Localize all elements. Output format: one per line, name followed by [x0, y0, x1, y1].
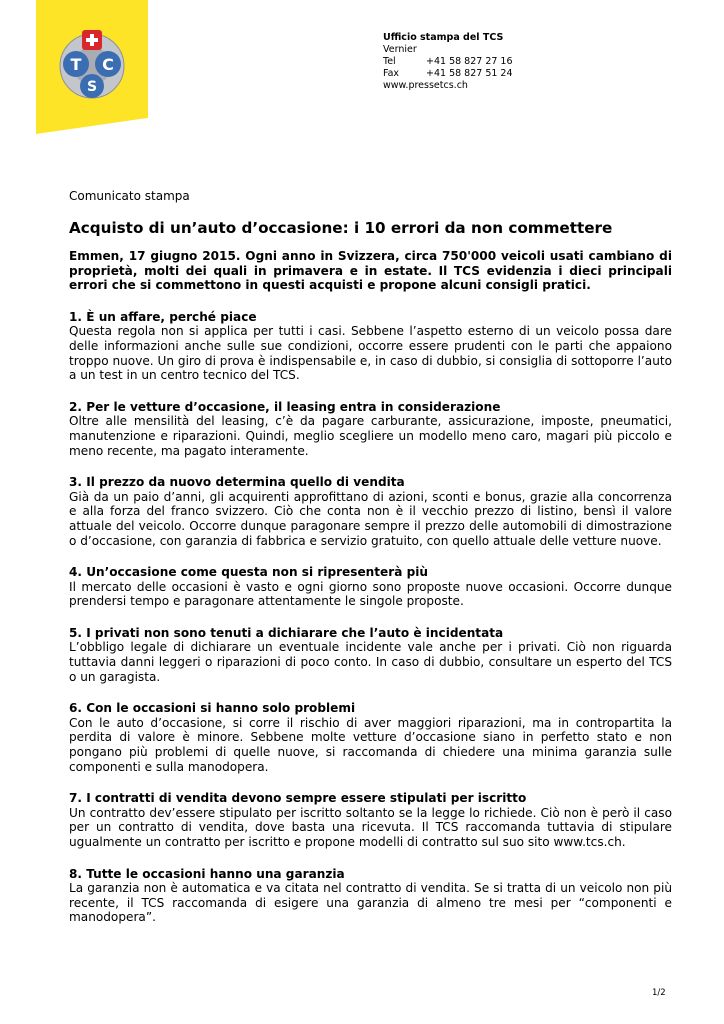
section-body: L’obbligo legale di dichiarare un eventuale incidente vale anche per i privati. Ciò non riguarda tuttavia danni leggeri o riparazioni di poco conto. In caso di dubbio, consultare un esperto del TCS o un garagista. — [69, 640, 672, 684]
section-1 — [69, 310, 672, 383]
section-body: Già da un paio d’anni, gli acquirenti approfittano di azioni, sconti e bonus, grazie alla concorrenza e alla forza del franco svizzero. Ciò che conta non è il vecchio prezzo di listino, bensì il valore attuale del veicolo. Occorre dunque paragonare sempre il prezzo delle automobili di dimostrazione o d’occasione, con garanzia di fabbrica e servizio gratuito, con quello attuale delle vetture nuove. — [69, 489, 672, 548]
fax-number: +41 58 827 51 24 — [426, 68, 513, 79]
tel-label: Tel — [383, 56, 396, 67]
section-body: La garanzia non è automatica e va citata nel contratto di vendita. Se si tratta di un veicolo non più recente, il TCS raccomanda di esigere una garanzia di almeno tre mesi per “componenti e manodopera”. — [69, 881, 672, 925]
tel-row — [383, 56, 513, 68]
tcs-logo — [0, 0, 160, 140]
section-7 — [69, 791, 672, 849]
section-8 — [69, 867, 672, 925]
contact-block — [383, 32, 513, 92]
section-2 — [69, 400, 672, 458]
page-number: 1/2 — [652, 988, 666, 998]
website-link[interactable]: www.pressetcs.ch — [383, 80, 468, 91]
section-heading: 2. Per le vetture d’occasione, il leasing entra in considerazione — [69, 399, 501, 414]
section-3 — [69, 475, 672, 548]
section-body: Un contratto dev’essere stipulato per iscritto soltanto se la legge lo richiede. Ciò non è però il caso per un contratto di vendita, dove basta una ricevuta. Il TCS raccomanda tuttavia di stipulare ugualmente un contratto per iscritto e propone modelli di contratto sul suo sito www.tcs.ch. — [69, 805, 672, 849]
lead-paragraph: Emmen, 17 giugno 2015. Ogni anno in Svizzera, circa 750'000 veicoli usati cambiano di proprietà, molti dei quali in primavera e in estate. Il TCS evidenzia i dieci principali errori che si commettono in questi acquisti e propone alcuni consigli pratici. — [69, 249, 672, 293]
fax-label: Fax — [383, 68, 400, 79]
section-heading: 1. È un affare, perché piace — [69, 309, 257, 324]
section-6 — [69, 701, 672, 774]
section-heading: 8. Tutte le occasioni hanno una garanzia — [69, 866, 345, 881]
section-heading: 4. Un’occasione come questa non si ripresenterà più — [69, 565, 429, 580]
logo-letter-t: T — [70, 55, 82, 74]
document-kicker: Comunicato stampa — [69, 189, 190, 203]
office-city: Vernier — [383, 44, 417, 55]
section-5 — [69, 626, 672, 684]
section-body: Con le auto d’occasione, si corre il rischio di aver maggiori riparazioni, ma in contropartita la perdita di valore è minore. Sebbene molte vetture d’occasione siano in perfetto stato e non pongano più problemi di quelle nuove, si raccomanda di chiedere una minima garanzia sulle componenti e sulla manodopera. — [69, 715, 672, 774]
section-heading: 5. I privati non sono tenuti a dichiarare che l’auto è incidentata — [69, 625, 504, 640]
section-heading: 7. I contratti di vendita devono sempre essere stipulati per iscritto — [69, 791, 527, 806]
section-4 — [69, 565, 672, 609]
section-body: Oltre alle mensilità del leasing, c’è da pagare carburante, assicurazione, imposte, pneumatici, manutenzione e riparazioni. Quindi, meglio scegliere un modello meno caro, magari più piccolo e meno recente, ma pagato interamente. — [69, 414, 672, 458]
section-body: Il mercato delle occasioni è vasto e ogni giorno sono proposte nuove occasioni. Occorre dunque prendersi tempo e paragonare attentamente le singole proposte. — [69, 579, 672, 609]
document-body — [69, 249, 672, 942]
document-title: Acquisto di un’auto d’occasione: i 10 errori da non commettere — [69, 219, 613, 237]
logo-letter-s: S — [86, 79, 98, 95]
logo-letter-c: C — [102, 55, 114, 74]
section-heading: 6. Con le occasioni si hanno solo problemi — [69, 701, 356, 716]
tel-number: +41 58 827 27 16 — [426, 56, 513, 67]
section-heading: 3. Il prezzo da nuovo determina quello di vendita — [69, 475, 405, 490]
press-office-name: Ufficio stampa del TCS — [383, 32, 504, 43]
fax-row — [383, 68, 513, 80]
section-body: Questa regola non si applica per tutti i casi. Sebbene l’aspetto esterno di un veicolo possa dare delle informazioni anche sulle sue condizioni, occorre essere prudenti con le parti che appaiono troppo nuove. Un giro di prova è indispensabile e, in caso di dubbio, si consiglia di sottoporre l’auto a un test in un centro tecnico del TCS. — [69, 324, 672, 383]
